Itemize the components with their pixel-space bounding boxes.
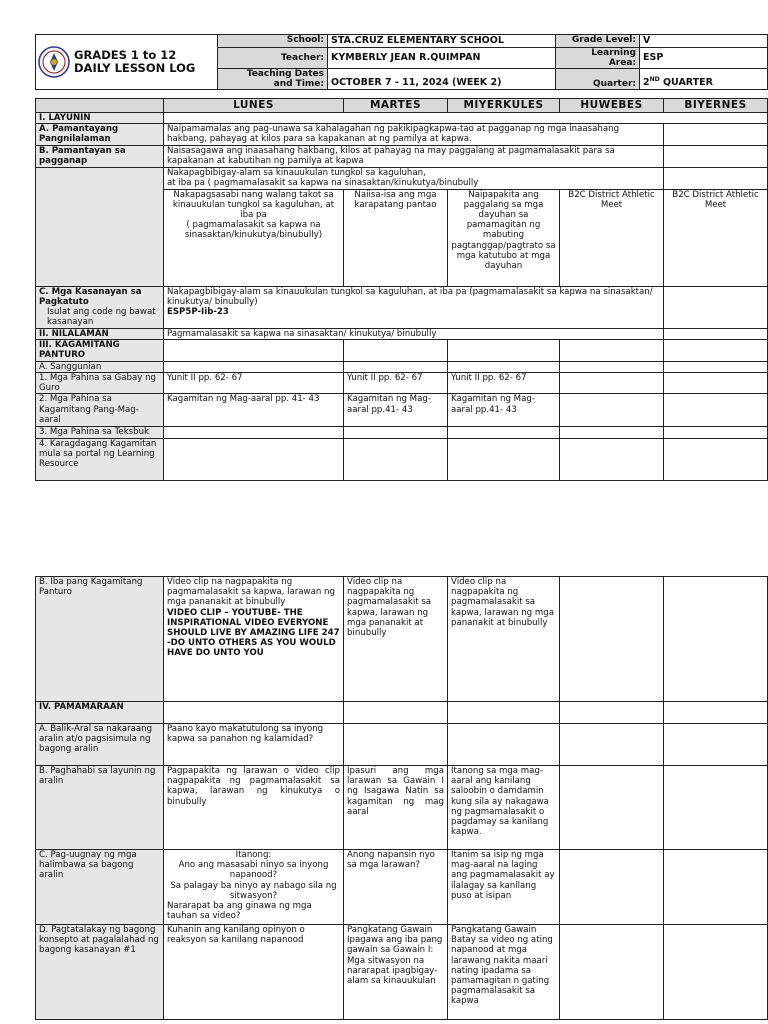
balik-aral-miyerkules <box>448 724 560 766</box>
objective-lunes: Nakapagsasabi nang walang takot sa kinauukulan tungkol sa kaguluhan, at iba pa ( pagmamalasakit sa kapwa na sinasaktan/kinukutya/binubully) <box>164 189 344 286</box>
pamantayang-pangnilalaman-text: Naipamamalas ang pag-unawa sa kahalagahan ng pakikipagkapwa-tao at pagganap ng mga inaasahang hakbang, pahayag at kilos para sa kapakanan at ng pamilya at kapwa. <box>164 124 664 146</box>
school-label: School: <box>218 35 328 48</box>
dates-label: Teaching Dates and Time: <box>218 69 328 90</box>
kagamitang-mag-aaral-huwebes <box>560 394 664 427</box>
kagamitan-huwebes <box>560 339 664 361</box>
dates-value: OCTOBER 7 - 11, 2024 (WEEK 2) <box>328 69 556 90</box>
pagtatalakay-martes: Pangkatang Gawain Ipagawa ang iba pang gawain sa Gawain I: Mga sitwasyon na nararapat ipagbigay- alam sa kinauukulan <box>344 925 448 1020</box>
nilalaman-text: Pagmamalasakit sa kapwa na sinasaktan/ kinukutya/ binubully <box>164 328 664 339</box>
iba-pang-kagamitan-biyernes <box>664 577 768 702</box>
kagamitang-panturo-label: III. KAGAMITANG PANTURO <box>36 339 164 361</box>
quarter-suffix: ND <box>649 75 660 83</box>
iba-pang-kagamitan-lunes-video: VIDEO CLIP – YOUTUBE- THE INSPIRATIONAL VIDEO EVERYONE SHOULD LIVE BY AMAZING LIFE 247 -DO UNTO OTHERS AS YOU WOULD HAVE DO UNTO YOU <box>167 607 340 659</box>
teacher-label: Teacher: <box>218 48 328 69</box>
pag-uugnay-lunes <box>164 850 344 925</box>
kagamitan-miyerkules <box>448 339 560 361</box>
teksbuk-martes <box>344 427 448 438</box>
kasanayan-sublabel: Isulat ang code ng bawat kasanayan <box>47 307 156 328</box>
pamantayang-pangnilalaman-biyernes <box>664 124 768 146</box>
pamantayan-pagganap-biyernes <box>664 146 768 168</box>
pamamaraan-huwebes <box>560 702 664 724</box>
form-title-line2: DAILY LESSON LOG <box>74 61 196 75</box>
pagtatalakay-miyerkules: Pangkatang Gawain Batay sa video ng ating napanood at mga larawang nakita maari nating ipadama sa pamamagitan n gating pagmamalasakit sa kapwa <box>448 925 560 1020</box>
paghahabi-miyerkules: Itanong sa mga mag-aaral ang kanilang saloobin o damdamin kung sila ay nakagawa ng pagmamalasakit o pagdamay sa kanilang kapwa. <box>448 766 560 850</box>
learning-area-value: ESP <box>640 48 768 69</box>
kagamitang-mag-aaral-lunes: Kagamitan ng Mag-aaral pp. 41- 43 <box>164 394 344 427</box>
balik-aral-lunes: Paano kayo makatutulong sa inyong kapwa sa panahon ng kalamidad? <box>164 724 344 766</box>
karagdagang-lunes <box>164 438 344 480</box>
teksbuk-label: 3. Mga Pahina sa Teksbuk <box>36 427 164 438</box>
kasanayan-biyernes <box>664 286 768 328</box>
paghahabi-martes: Ipasuri ang mga larawan sa Gawain I ng Isagawa Natin sa kagamitan ng mag aaral <box>344 766 448 850</box>
iba-pang-kagamitan-martes: Video clip na nagpapakita ng pagmamalasakit sa kapwa, larawan ng mga pananakit at binubully <box>344 577 448 702</box>
deped-seal-logo <box>38 46 70 78</box>
gabay-guro-huwebes <box>560 373 664 394</box>
gabay-guro-lunes: Yunit II pp. 62- 67 <box>164 373 344 394</box>
pamamaraan-biyernes <box>664 702 768 724</box>
pag-uugnay-huwebes <box>560 850 664 925</box>
layunin-blank <box>164 113 768 124</box>
pagtatalakay-biyernes <box>664 925 768 1020</box>
pamamaraan-miyerkules <box>448 702 560 724</box>
objective-martes: Naiisa-isa ang mga karapatang pantao <box>344 189 448 286</box>
pag-uugnay-lunes-head: Itanong: <box>235 850 272 860</box>
karagdagang-kagamitan-label: 4. Karagdagang Kagamitan mula sa portal ng Learning Resource <box>36 438 164 480</box>
balik-aral-label: A. Balik-Aral sa nakaraang aralin at/o pagsisimula ng bagong aralin <box>36 724 164 766</box>
pagtatalakay-huwebes <box>560 925 664 1020</box>
kagamitan-biyernes <box>664 339 768 361</box>
iba-pang-kagamitan-label: B. Iba pang Kagamitang Panturo <box>36 577 164 702</box>
sanggunian-miyerkules <box>448 361 560 372</box>
kasanayan-code: ESP5P-Iib-23 <box>167 307 229 318</box>
paghahabi-label: B. Paghahabi sa layunin ng aralin <box>36 766 164 850</box>
teksbuk-biyernes <box>664 427 768 438</box>
lesson-table-top <box>35 98 768 481</box>
teksbuk-lunes <box>164 427 344 438</box>
karagdagang-biyernes <box>664 438 768 480</box>
day-header-martes: MARTES <box>344 99 448 113</box>
day-header-biyernes: BIYERNES <box>664 99 768 113</box>
iba-pang-kagamitan-miyerkules: Video clip na nagpapakita ng pagmamalasakit sa kapwa, larawan ng mga pananakit at binubully <box>448 577 560 702</box>
kasanayan-label: C. Mga Kasanayan sa Pagkatuto <box>39 286 142 307</box>
day-header-huwebes: HUWEBES <box>560 99 664 113</box>
teacher-value: KYMBERLY JEAN R.QUIMPAN <box>328 48 556 69</box>
nilalaman-label: II. NILALAMAN <box>36 328 164 339</box>
kasanayan-text: Nakapagbibigay-alam sa kinauukulan tungkol sa kaguluhan, at iba pa (pagmamalasakit sa kapwa na sinasaktan/ kinukutya/ binubully) <box>167 286 653 307</box>
objectives-label-blank <box>36 168 164 286</box>
nilalaman-biyernes <box>664 328 768 339</box>
kasanayan-cell <box>164 286 664 328</box>
teksbuk-huwebes <box>560 427 664 438</box>
layunin-label: I. LAYUNIN <box>36 113 164 124</box>
header-title-cell <box>36 35 218 90</box>
objective-miyerkules: Naipapakita ang paggalang sa mga dayuhan sa pamamagitan ng mabuting pagtanggap/pagtrato sa mga katutubo at mga dayuhan <box>448 189 560 286</box>
kagamitang-mag-aaral-label: 2. Mga Pahina sa Kagamitang Pang-Mag-aaral <box>36 394 164 427</box>
sanggunian-martes <box>344 361 448 372</box>
sanggunian-label: A. Sanggunian <box>36 361 164 372</box>
pagtatalakay-label: D. Pagtatalakay ng bagong konsepto at pagalalahad ng bagong kasanayan #1 <box>36 925 164 1020</box>
iba-pang-kagamitan-lunes <box>164 577 344 702</box>
grade-value: V <box>640 35 768 48</box>
pag-uugnay-lunes-tail: Nararapat ba ang ginawa ng mga tauhan sa video? <box>167 901 312 922</box>
gabay-guro-label: 1. Mga Pahina sa Gabay ng Guro <box>36 373 164 394</box>
balik-aral-huwebes <box>560 724 664 766</box>
objective-general-text: Nakapagbibigay-alam sa kinauukulan tungkol sa kaguluhan, at iba pa ( pagmamalasakit sa kapwa na sinasaktan/kinukutya/binubully <box>164 168 664 189</box>
quarter-number: 2 <box>643 77 650 88</box>
school-value: STA.CRUZ ELEMENTARY SCHOOL <box>328 35 556 48</box>
day-header-miyerkules: MIYERKULES <box>448 99 560 113</box>
objective-general-biyernes <box>664 168 768 189</box>
balik-aral-martes <box>344 724 448 766</box>
karagdagang-martes <box>344 438 448 480</box>
pag-uugnay-martes: Anong napansin nyo sa mga larawan? <box>344 850 448 925</box>
pamantayang-pangnilalaman-label: A. Pamantayang Pangnilalaman <box>36 124 164 146</box>
pag-uugnay-biyernes <box>664 850 768 925</box>
kagamitang-mag-aaral-martes: Kagamitan ng Mag-aaral pp.41- 43 <box>344 394 448 427</box>
gabay-guro-biyernes <box>664 373 768 394</box>
paghahabi-biyernes <box>664 766 768 850</box>
kagamitang-mag-aaral-miyerkules: Kagamitan ng Mag-aaral pp.41- 43 <box>448 394 560 427</box>
quarter-word: QUARTER <box>659 77 713 88</box>
kagamitang-mag-aaral-biyernes <box>664 394 768 427</box>
balik-aral-biyernes <box>664 724 768 766</box>
gabay-guro-martes: Yunit II pp. 62- 67 <box>344 373 448 394</box>
kasanayan-label-cell <box>36 286 164 328</box>
form-title-line1: GRADES 1 to 12 <box>74 48 177 62</box>
pamamaraan-lunes <box>164 702 344 724</box>
paghahabi-lunes: Pagpapakita ng larawan o video clip nagpapakita ng pagmamalasakit sa kapwa, larawan ng kinukutya o binubully <box>164 766 344 850</box>
objective-huwebes: B2C District Athletic Meet <box>560 189 664 286</box>
pamantayan-pagganap-label: B. Pamantayan sa pagganap <box>36 146 164 168</box>
kagamitan-lunes <box>164 339 344 361</box>
pamantayan-pagganap-text: Naisasagawa ang inaasahang hakbang, kilos at pahayag na may paggalang at pagmamalasakit para sa kapakanan at kabutihan ng pamilya at kapwa <box>164 146 664 168</box>
pag-uugnay-lunes-questions: Ano ang masasabi ninyo sa inyong napanood? Sa palagay ba ninyo ay nabago sila ng sitwasyon? <box>170 860 337 901</box>
header-table <box>35 34 768 90</box>
sanggunian-huwebes <box>560 361 664 372</box>
objective-biyernes: B2C District Athletic Meet <box>664 189 768 286</box>
pag-uugnay-miyerkules: Itanim sa isip ng mga mag-aaral na laging ang pagmamalasakit ay ilalagay sa kanilang puso at isipan <box>448 850 560 925</box>
pagtatalakay-lunes: Kuhanin ang kanilang opinyon o reaksyon sa kanilang napanood <box>164 925 344 1020</box>
pamamaraan-martes <box>344 702 448 724</box>
grade-label: Grade Level: <box>556 35 640 48</box>
pamamaraan-label: IV. PAMAMARAAN <box>36 702 164 724</box>
karagdagang-miyerkules <box>448 438 560 480</box>
paghahabi-huwebes <box>560 766 664 850</box>
lesson-table-bottom <box>35 576 768 1020</box>
teksbuk-miyerkules <box>448 427 560 438</box>
sanggunian-lunes <box>164 361 344 372</box>
gabay-guro-miyerkules: Yunit II pp. 62- 67 <box>448 373 560 394</box>
pag-uugnay-label: C. Pag-uugnay ng mga halimbawa sa bagong aralin <box>36 850 164 925</box>
learning-area-label: Learning Area: <box>556 48 640 69</box>
day-header-lunes: LUNES <box>164 99 344 113</box>
sanggunian-biyernes <box>664 361 768 372</box>
karagdagang-huwebes <box>560 438 664 480</box>
day-header-blank <box>36 99 164 113</box>
quarter-value <box>640 69 768 90</box>
kagamitan-martes <box>344 339 448 361</box>
quarter-label: Quarter: <box>556 69 640 90</box>
iba-pang-kagamitan-huwebes <box>560 577 664 702</box>
iba-pang-kagamitan-lunes-text: Video clip na nagpapakita ng pagmamalasakit sa kapwa, larawan ng mga pananakit at binubully <box>167 577 335 608</box>
